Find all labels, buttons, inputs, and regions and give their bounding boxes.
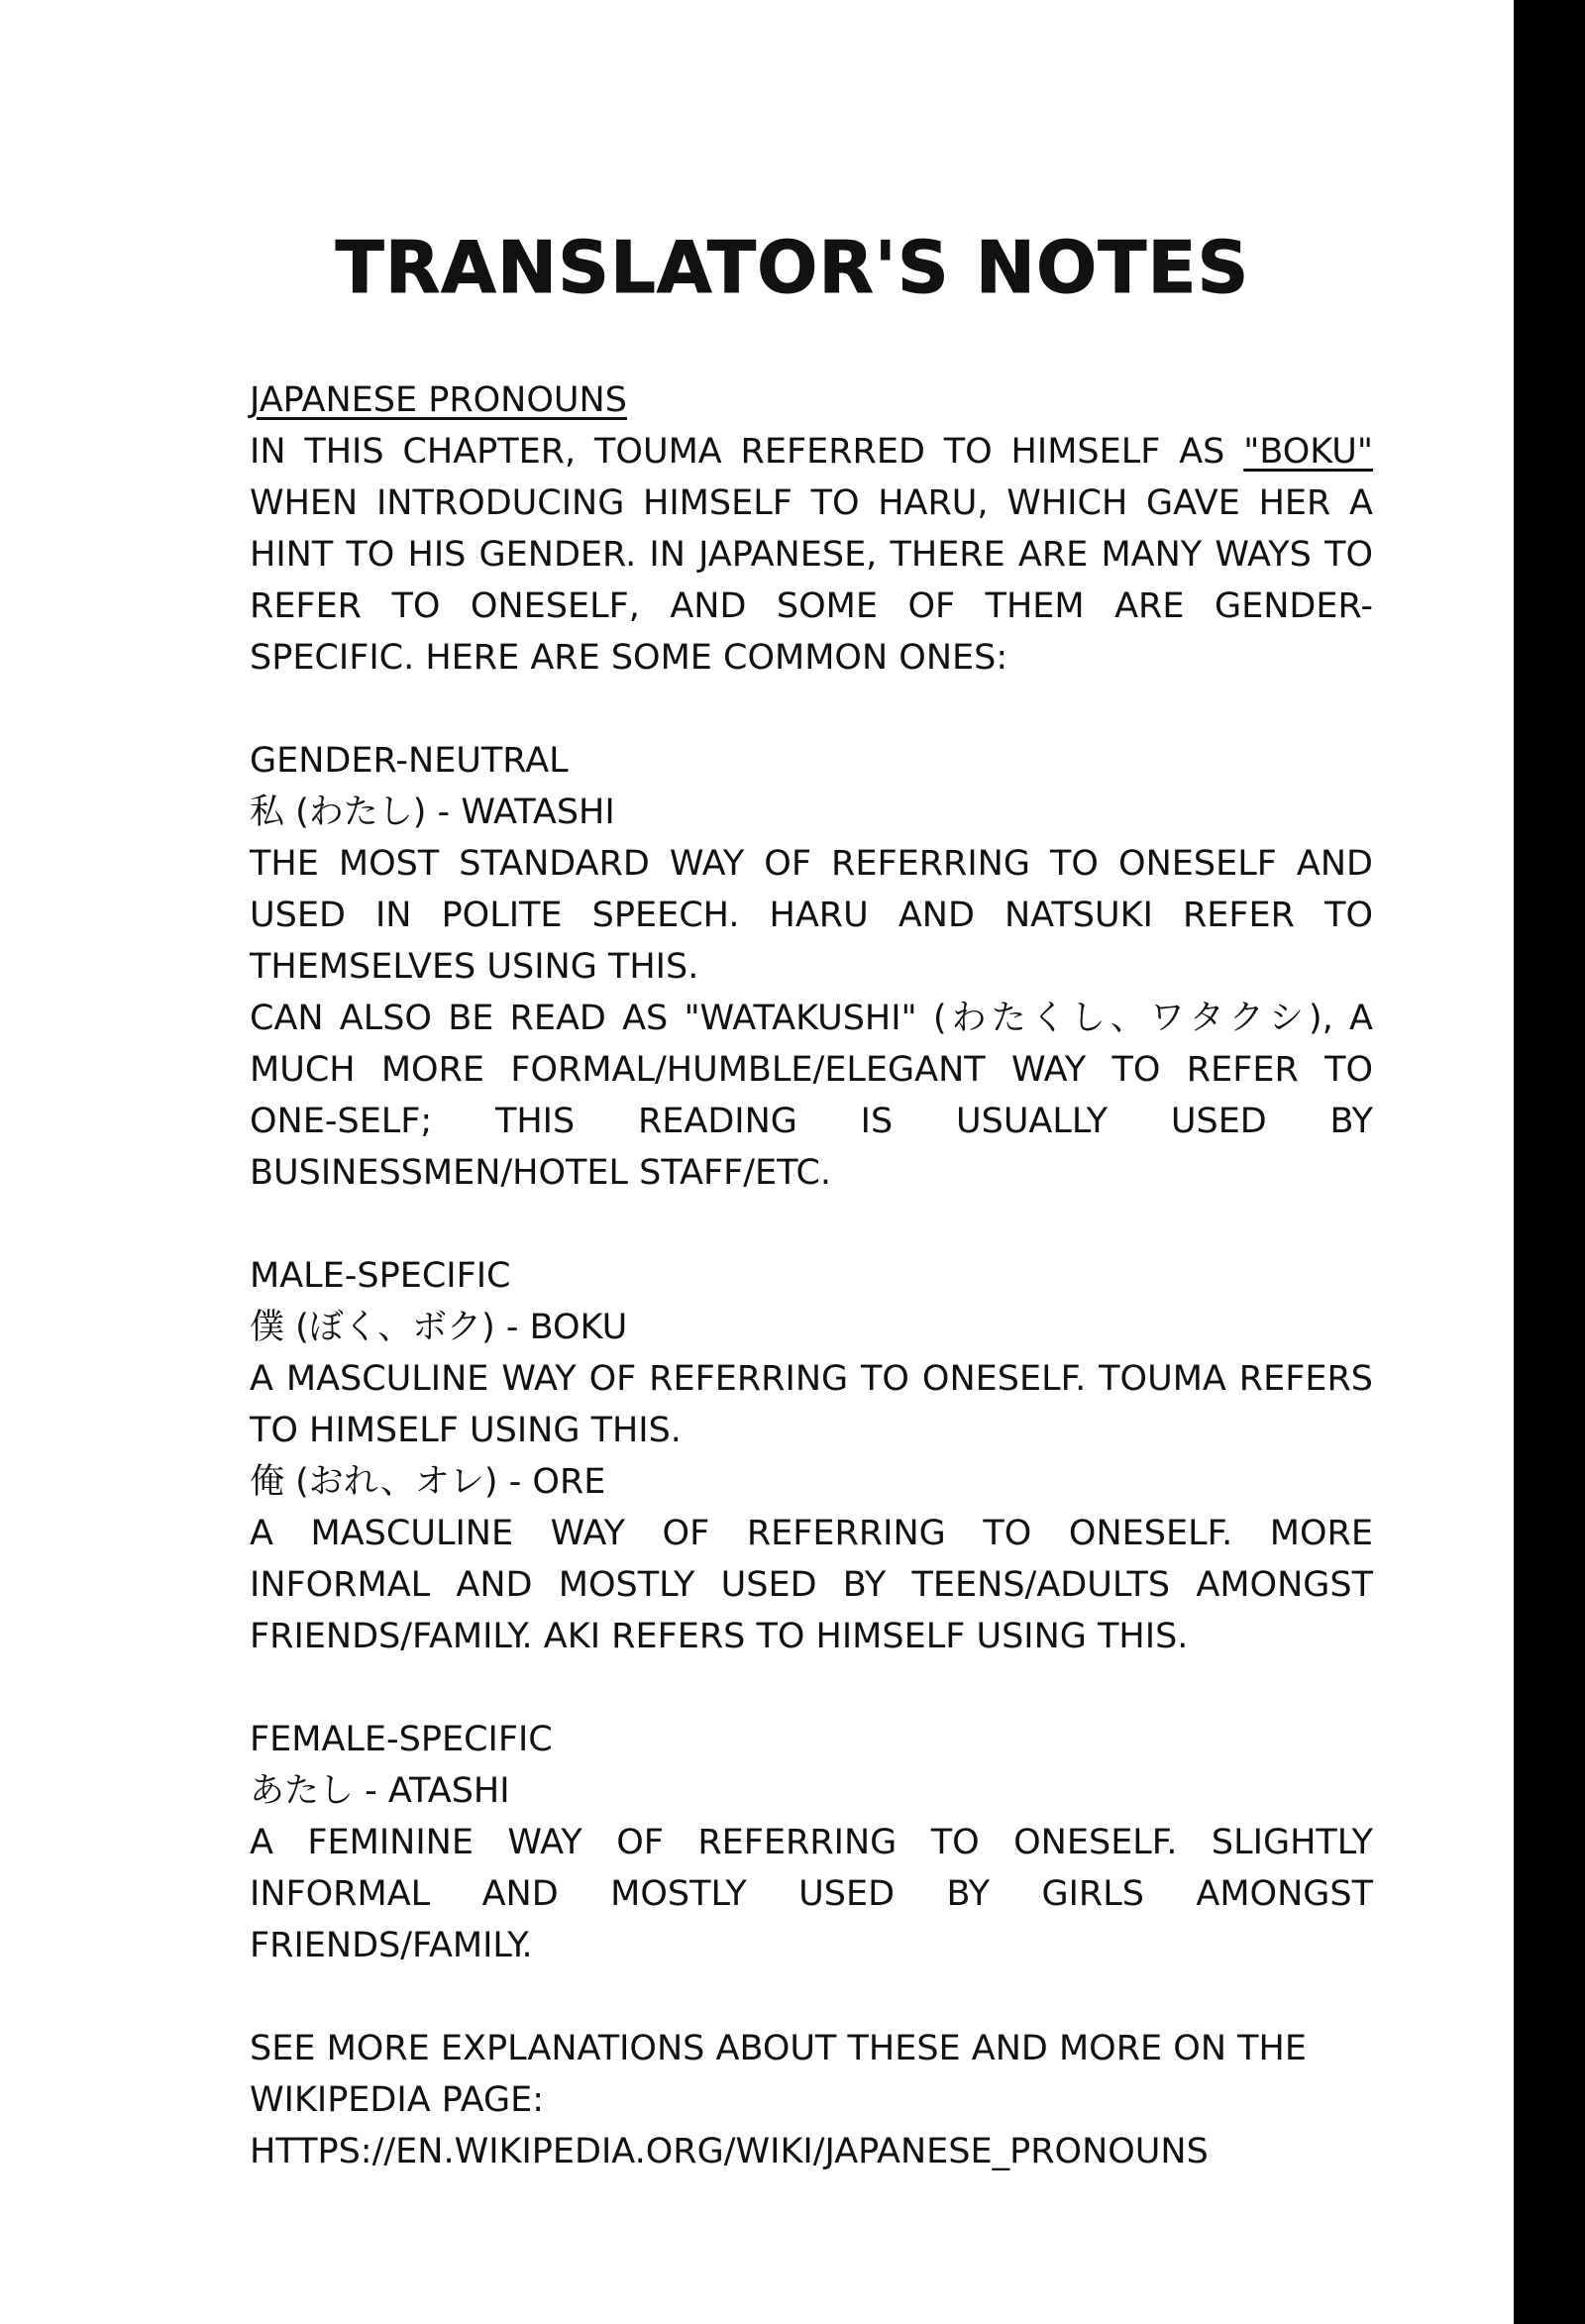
neutral-term: 私 (わたし) - WATASHI [250,792,615,832]
male-term-boku: 僕 (ぼく、ボク) - BOKU [250,1308,628,1347]
male-desc-ore: A MASCULINE WAY OF REFERRING TO ONESELF. MORE INFORMAL AND MOSTLY USED BY TEENS/ADULTS AMONGST FRIENDS/FAMILY. AKI REFERS TO HIMSELF USING THIS. [250,1514,1373,1656]
neutral-desc-1: THE MOST STANDARD WAY OF REFERRING TO ONESELF AND USED IN POLITE SPEECH. HARU AND NATSUKI REFER TO THEMSELVES USING THIS. [250,844,1373,987]
intro-paragraph [250,426,1373,684]
wikipedia-link[interactable]: HTTPS://EN.WIKIPEDIA.ORG/WIKI/JAPANESE_PRONOUNS [250,2132,1209,2171]
notes-content [250,374,1373,2177]
female-heading: FEMALE-SPECIFIC [250,1720,553,1759]
female-term-atashi: あたし - ATASHI [250,1771,510,1811]
outro-text: SEE MORE EXPLANATIONS ABOUT THESE AND MORE ON THE WIKIPEDIA PAGE: [250,2029,1307,2120]
male-desc-boku: A MASCULINE WAY OF REFERRING TO ONESELF. TOUMA REFERS TO HIMSELF USING THIS. [250,1359,1373,1450]
page-title: TRANSLATOR'S NOTES [335,226,1250,310]
intro-text-before: IN THIS CHAPTER, TOUMA REFERRED TO HIMSELF AS [250,432,1244,472]
section-heading: JAPANESE PRONOUNS [250,380,627,420]
male-heading: MALE-SPECIFIC [250,1256,511,1296]
male-term-ore: 俺 (おれ、オレ) - ORE [250,1462,606,1502]
right-edge-bar [1514,0,1585,2324]
spacer [250,1971,1373,2023]
intro-text-after: WHEN INTRODUCING HIMSELF TO HARU, WHICH GAVE HER A HINT TO HIS GENDER. IN JAPANESE, THERE ARE MANY WAYS TO REFER TO ONESELF, AND SOME OF THEM ARE GENDER-SPECIFIC. HERE ARE SOME COMMON ONES: [250,483,1373,678]
spacer [250,1199,1373,1250]
spacer [250,1662,1373,1714]
neutral-heading: GENDER-NEUTRAL [250,741,569,781]
boku-quote: "BOKU" [1243,432,1373,472]
spacer [250,684,1373,735]
neutral-desc-2: CAN ALSO BE READ AS "WATAKUSHI" (わたくし、ワタクシ), A MUCH MORE FORMAL/HUMBLE/ELEGANT WAY TO REFER TO ONE-SELF; THIS READING IS USUALLY USED BY BUSINESSMEN/HOTEL STAFF/ETC. [250,999,1373,1193]
female-desc-atashi: A FEMININE WAY OF REFERRING TO ONESELF. SLIGHTLY INFORMAL AND MOSTLY USED BY GIRLS AMONGST FRIENDS/FAMILY. [250,1823,1373,1965]
